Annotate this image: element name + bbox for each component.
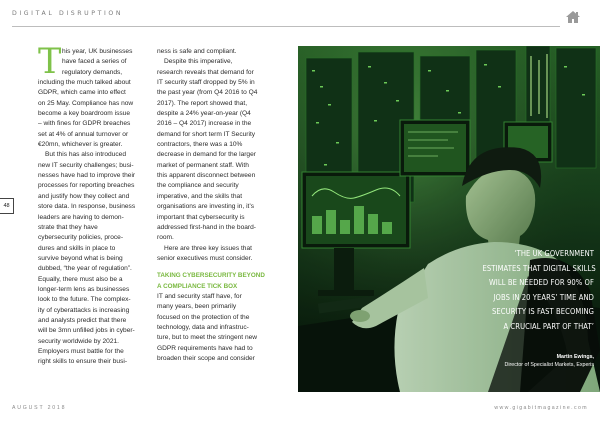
body-line: survive beyond what is being — [38, 254, 123, 262]
body-line: including the much talked about — [38, 79, 131, 87]
body-line: nesses have had to improve their — [38, 172, 136, 180]
body-line: set at 4% of annual turnover or — [38, 130, 129, 138]
home-icon[interactable] — [565, 10, 581, 24]
footer-website-link[interactable]: www.gigabitmagazine.com — [494, 405, 588, 411]
quote-line: SECURITY IS FAST BECOMING — [492, 306, 594, 317]
body-line: market of permanent staff. With — [157, 161, 249, 169]
footer-date: AUGUST 2018 — [12, 405, 67, 411]
body-line: important that cybersecurity is — [157, 213, 245, 221]
body-line: dures and skills in place to — [38, 244, 116, 252]
body-line: store data. In response, business — [38, 203, 136, 211]
body-line: senior executives must consider. — [157, 254, 253, 262]
hero-photo — [298, 46, 600, 392]
page-number-left: 48 — [0, 198, 14, 214]
body-line: strate that they have — [38, 223, 98, 231]
body-line: IT and security staff have, for — [157, 292, 242, 300]
body-line: despite a 24% year-on-year (Q4 — [157, 110, 251, 118]
subheading: TAKING CYBERSECURITY BEYOND — [157, 272, 265, 280]
body-line: ness is safe and compliant. — [157, 48, 237, 55]
drop-cap: T — [38, 42, 62, 82]
body-line: security worldwide by 2021. — [38, 337, 119, 345]
body-line: – with fines for GDPR breaches — [38, 120, 131, 128]
pull-quote — [482, 246, 594, 334]
body-line: addressed first-hand in the board- — [157, 223, 256, 231]
body-line: this apparent disconnect between — [157, 172, 256, 180]
header-divider — [12, 26, 560, 27]
body-line: look to the future. The complex- — [38, 296, 131, 304]
body-line: Here are three key issues that — [164, 244, 252, 252]
body-line: the past year (from Q4 2016 to Q4 — [157, 89, 258, 97]
body-line: Equally, there must also be a — [38, 275, 123, 283]
body-line: regulatory demands, — [62, 68, 123, 76]
body-line: 2016 – Q4 2017) increase in the — [157, 120, 252, 128]
body-line: contractors, there was a 10% — [157, 141, 243, 149]
body-line: his year, UK businesses — [62, 48, 133, 55]
body-line: organisations are investing in, it’s — [157, 203, 255, 211]
body-line: cybersecurity policies, proce- — [38, 234, 124, 242]
quote-author-role: Director of Specialist Markets, Experis — [504, 361, 594, 368]
article-column-1 — [38, 42, 148, 368]
body-line: become a key boardroom issue — [38, 110, 130, 118]
body-line: €20mn, whichever is greater. — [38, 141, 123, 149]
quote-line: A CRUCIAL PART OF THAT’ — [503, 320, 594, 331]
quote-line: WILL BE NEEDED FOR 90% OF — [489, 277, 594, 288]
body-line: dubbed, “the year of regulation”. — [38, 265, 132, 273]
body-line: technology, data and infrastruc- — [157, 323, 249, 331]
section-title: DIGITAL DISRUPTION — [12, 10, 124, 17]
body-line: But this has also introduced — [45, 151, 127, 159]
body-line: research reveals that demand for — [157, 68, 254, 76]
body-line: right skills to ensure their busi- — [38, 358, 128, 366]
body-line: have faced a series of — [62, 58, 127, 66]
body-line: processes for reporting breaches — [38, 182, 135, 190]
body-line: broaden their scope and consider — [157, 354, 255, 362]
body-line: and justify how they collect and — [38, 192, 130, 200]
body-line: ity of cyberattacks is increasing — [38, 306, 130, 314]
body-line: Despite this imperative, — [164, 58, 233, 66]
body-line: demand for short term IT Security — [157, 130, 256, 138]
body-line: the compliance and security — [157, 182, 239, 190]
body-line: will be 3mn unfilled jobs in cyber- — [38, 327, 135, 335]
body-line: 2017). The report showed that, — [157, 99, 248, 107]
article-column-2 — [157, 47, 277, 364]
body-line: IT security staff dropped by 5% in — [157, 79, 255, 87]
body-line: Employers must battle for the — [38, 347, 124, 355]
body-line: GDPR requirements have had to — [157, 344, 253, 352]
body-line: new IT security challenges; busi- — [38, 161, 134, 169]
body-line: GDPR, which came into effect — [38, 89, 126, 97]
body-line: longer-term lens as businesses — [38, 285, 130, 293]
body-line: decrease in demand for the larger — [157, 151, 256, 159]
body-line: ture, but to meet the stringent new — [157, 334, 258, 342]
quote-attribution — [470, 354, 594, 370]
body-line: on 25 May. Compliance has now — [38, 99, 134, 107]
body-line: leaders are having to demon- — [38, 213, 124, 221]
subheading: A COMPLIANCE TICK BOX — [157, 282, 238, 290]
body-line: many years, been primarily — [157, 303, 237, 311]
body-line: focused on the protection of the — [157, 313, 250, 321]
quote-author-name: Martin Ewings, — [556, 354, 594, 360]
quote-line: ‘THE UK GOVERNMENT — [514, 248, 594, 258]
body-line: imperative, and the skills that — [157, 192, 243, 200]
quote-line: JOBS IN 20 YEARS’ TIME AND — [493, 291, 594, 302]
body-line: room. — [157, 234, 174, 242]
body-line: and analysts predict that there — [38, 316, 127, 324]
quote-line: ESTIMATES THAT DIGITAL SKILLS — [482, 262, 596, 273]
